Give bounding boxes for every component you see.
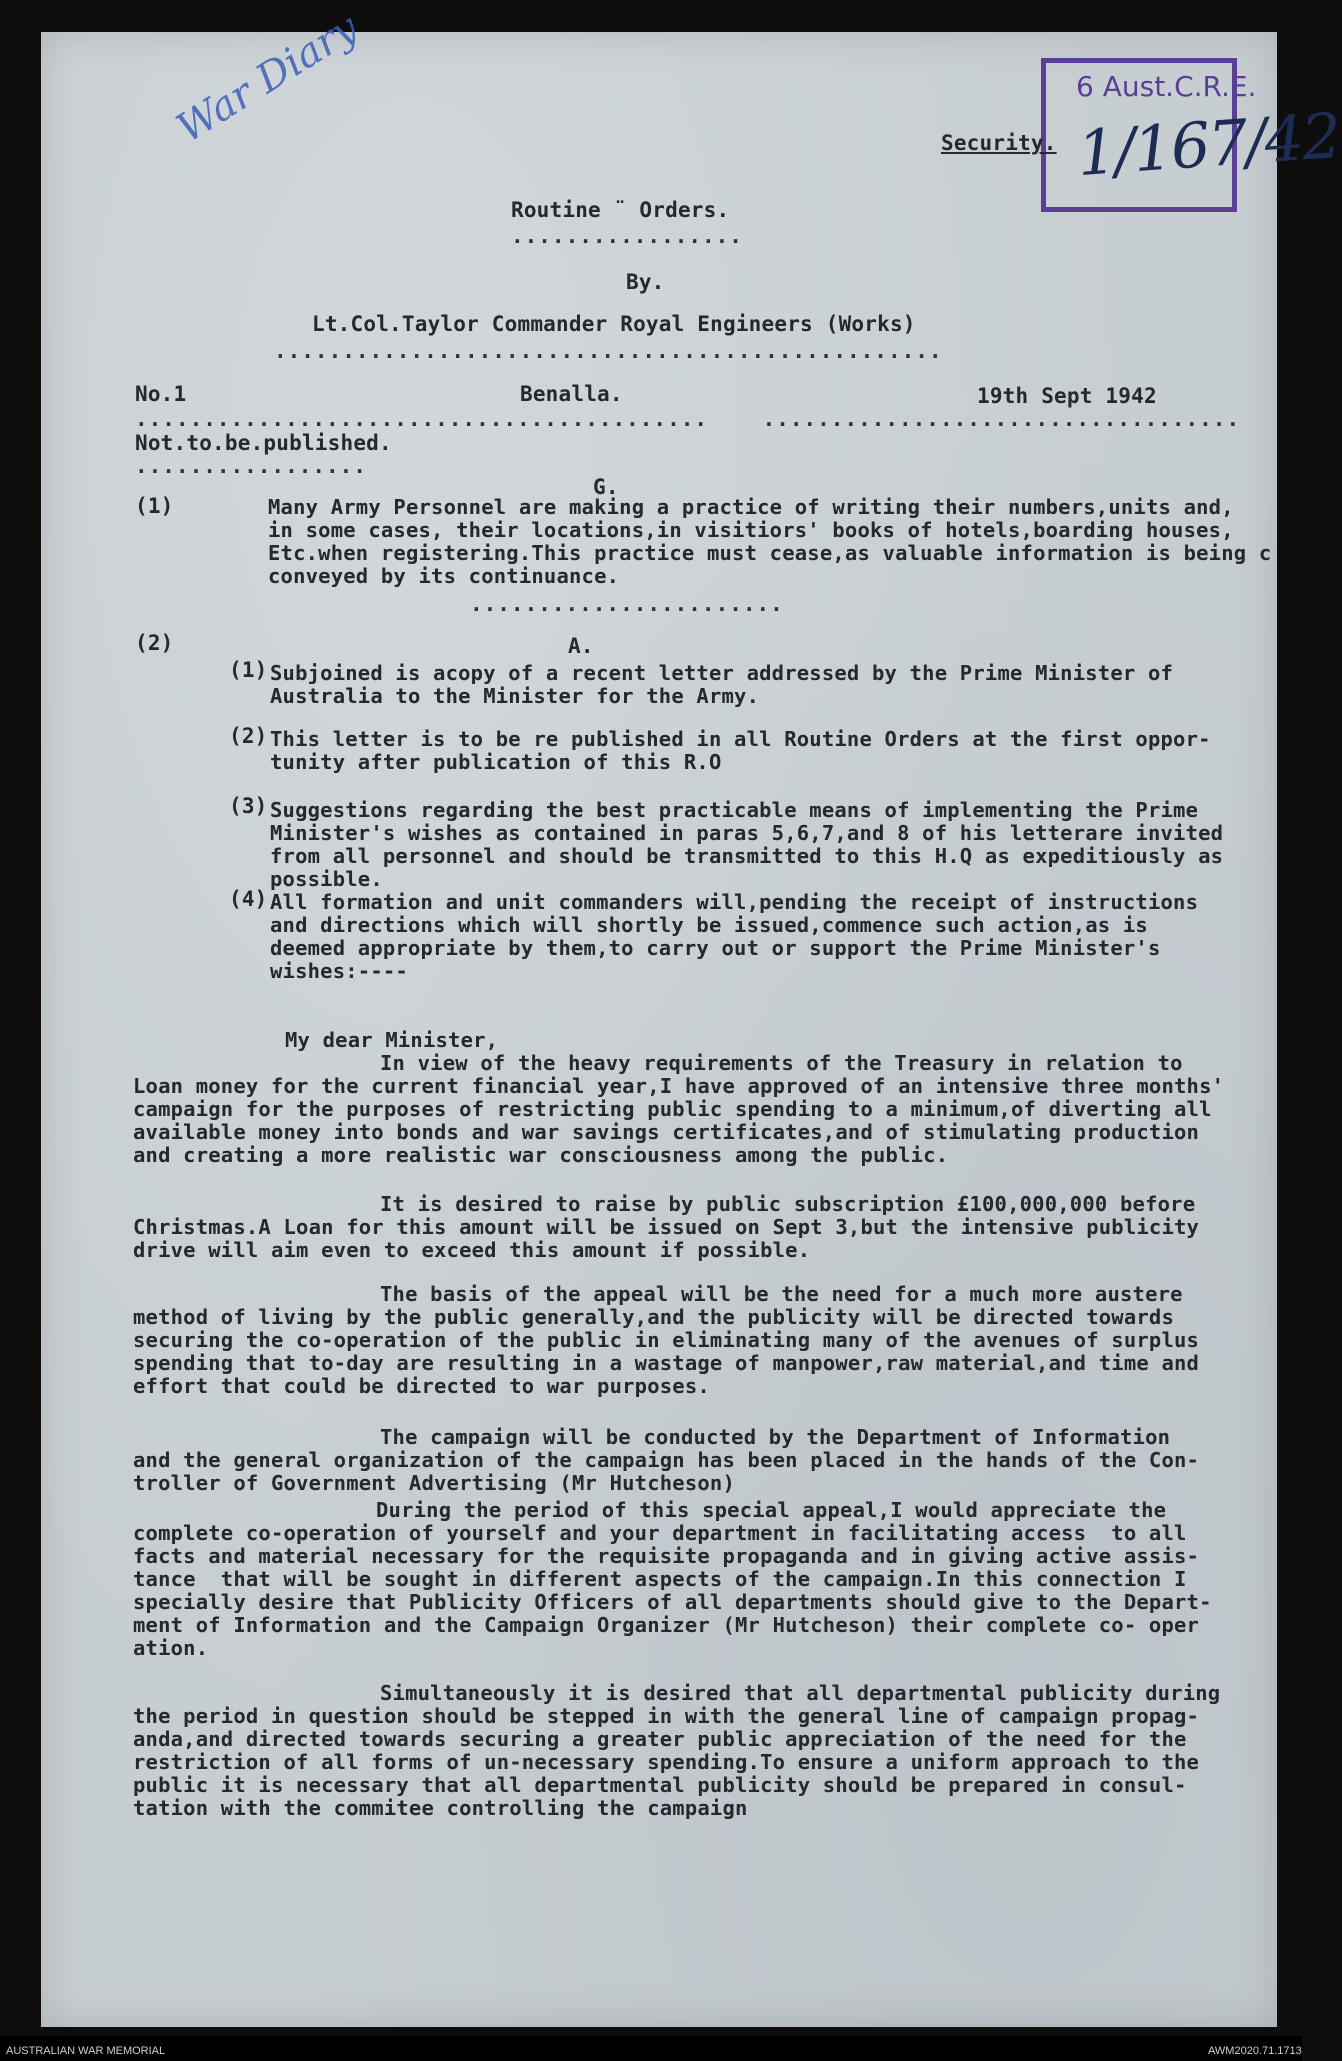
letter-line: In view of the heavy requirements of the Treasury in relation to [380, 1051, 1183, 1075]
item-number: (4) [229, 887, 268, 911]
section-g-line: conveyed by its continuance. [268, 564, 620, 588]
section-a-heading: A. [568, 634, 594, 658]
footer-accession: AWM2020.71.1713 [1208, 2045, 1302, 2057]
letter-line: The campaign will be conducted by the Department of Information [380, 1425, 1171, 1449]
letter-line: public it is necessary that all departmental publicity should be prepared in consul- [133, 1773, 1187, 1797]
letter-line: Christmas.A Loan for this amount will be issued on Sept 3,but the intensive publicity [133, 1215, 1200, 1239]
item-line: deemed appropriate by them,to carry out or support the Prime Minister's [270, 936, 1161, 960]
item-line: possible. [270, 867, 383, 891]
dotted-rule: .......................................... ................................... [135, 407, 1241, 431]
order-place: Benalla. [520, 382, 623, 406]
footer-bar [0, 2036, 1302, 2061]
dotted-rule: ....................... [470, 592, 784, 616]
letter-line: drive will aim even to exceed this amount if possible. [133, 1238, 811, 1262]
order-date: 19th Sept 1942 [977, 384, 1157, 408]
item-line: Minister's wishes as contained in paras 5,6,7,and 8 of his letterare invited [270, 821, 1224, 845]
letter-line: facts and material necessary for the requisite propaganda and in giving active assis- [133, 1544, 1200, 1568]
letter-line: specially desire that Publicity Officers of all departments should give to the Depart- [133, 1590, 1212, 1614]
letter-line: spending that to-day are resulting in a wastage of manpower,raw material,and time and [133, 1351, 1200, 1375]
letter-line: complete co-operation of yourself and your department in facilitating access to all [133, 1521, 1187, 1545]
item-line: wishes:---- [270, 959, 408, 983]
section-g-line: in some cases, their locations,in visitiors' books of hotels,boarding houses, [268, 518, 1234, 542]
letter-line: and creating a more realistic war consciousness among the public. [133, 1143, 949, 1167]
letter-line: The basis of the appeal will be the need for a much more austere [380, 1282, 1183, 1306]
item-number: (3) [229, 794, 268, 818]
section-g-index: (1) [135, 494, 174, 518]
letter-line: tance that will be sought in different aspects of the campaign.In this connection I [133, 1567, 1187, 1591]
letter-line: Simultaneously it is desired that all departmental publicity during [380, 1681, 1221, 1705]
item-line: from all personnel and should be transmitted to this H.Q as expeditiously as [270, 844, 1224, 868]
letter-line: available money into bonds and war savings certificates,and of stimulating production [133, 1120, 1200, 1144]
item-line: This letter is to be re published in all Routine Orders at the first oppor- [270, 727, 1211, 751]
footer-source: AUSTRALIAN WAR MEMORIAL [6, 2045, 166, 2057]
item-line: Australia to the Minister for the Army. [270, 684, 760, 708]
item-line: All formation and unit commanders will,pending the receipt of instructions [270, 890, 1199, 914]
letter-line: During the period of this special appeal,I would appreciate the [376, 1498, 1167, 1522]
orders-title: Routine ¨ Orders. [511, 198, 730, 222]
section-g-line: Etc.when registering.This practice must cease,as valuable information is being c [268, 541, 1272, 565]
order-number: No.1 [135, 382, 187, 406]
item-number: (1) [229, 658, 268, 682]
section-a-index: (2) [135, 631, 174, 655]
dotted-rule: ................. [135, 454, 367, 478]
letter-line: method of living by the public generally,and the publicity will be directed towards [133, 1305, 1174, 1329]
letter-line: the period in question should be stepped in with the general line of campaign propag- [133, 1704, 1200, 1728]
letter-line: effort that could be directed to war purposes. [133, 1374, 710, 1398]
security-label: Security. [941, 131, 1057, 155]
letter-line: ment of Information and the Campaign Organizer (Mr Hutcheson) their complete co- oper [133, 1613, 1200, 1637]
letter-line: securing the co-operation of the public in eliminating many of the avenues of surplus [133, 1328, 1200, 1352]
letter-line: anda,and directed towards securing a greater public appreciation of the need for the [133, 1727, 1187, 1751]
letter-line: It is desired to raise by public subscription £100,000,000 before [380, 1192, 1196, 1216]
stamp-handwritten-number: 1/167/42 [1074, 98, 1342, 191]
section-g-line: Many Army Personnel are making a practice of writing their numbers,units and, [268, 495, 1234, 519]
dotted-rule: ................................................. [274, 339, 943, 363]
letter-line: and the general organization of the campaign has been placed in the hands of the Con- [133, 1448, 1200, 1472]
letter-line: Loan money for the current financial year,I have approved of an intensive three months' [133, 1074, 1225, 1098]
item-line: tunity after publication of this R.O [270, 750, 722, 774]
letter-line: tation with the commitee controlling the campaign [133, 1796, 748, 1820]
item-line: Subjoined is acopy of a recent letter addressed by the Prime Minister of [270, 661, 1174, 685]
author-line: Lt.Col.Taylor Commander Royal Engineers (Works) [312, 312, 916, 336]
letter-salutation: My dear Minister, [285, 1028, 499, 1052]
not-published-label: Not.to.be.published. [135, 431, 392, 455]
item-line: and directions which will shortly be issued,commence such action,as is [270, 913, 1148, 937]
by-label: By. [626, 270, 665, 294]
letter-line: restriction of all forms of un-necessary spending.To ensure a uniform approach to the [133, 1750, 1200, 1774]
item-line: Suggestions regarding the best practicable means of implementing the Prime [270, 798, 1199, 822]
letter-line: troller of Government Advertising (Mr Hutcheson) [133, 1471, 736, 1495]
stamp-unit-text: 6 Aust.C.R.E. [1076, 70, 1257, 103]
handwritten-annotation: War Diary [169, 5, 367, 153]
letter-line: campaign for the purposes of restricting public spending to a minimum,of diverting all [133, 1097, 1212, 1121]
section-g-heading: G. [593, 475, 619, 499]
item-number: (2) [229, 724, 268, 748]
dotted-rule: ................. [511, 224, 743, 248]
letter-line: ation. [133, 1636, 209, 1660]
